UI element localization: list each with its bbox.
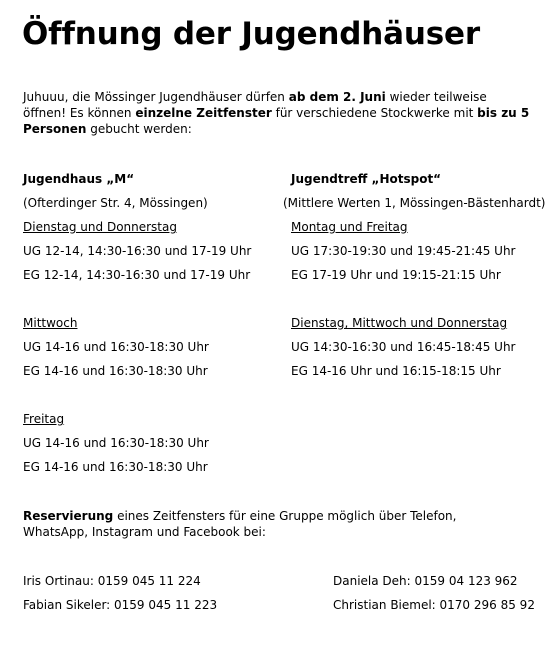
contact-entry: Daniela Deh: 0159 04 123 962: [333, 574, 518, 588]
left-hours-ug: UG 14-16 und 16:30-18:30 Uhr: [23, 436, 209, 450]
intro-timeslots: einzelne Zeitfenster: [135, 106, 272, 120]
intro-text-1: Juhuuu, die Mössinger Jugendhäuser dürfen: [23, 90, 289, 104]
left-hours-eg: EG 14-16 und 16:30-18:30 Uhr: [23, 460, 208, 474]
contact-entry: Christian Biemel: 0170 296 85 92: [333, 598, 535, 612]
reservation-text: eines Zeitfensters für eine Gruppe möglich über Telefon, WhatsApp, Instagram und Facebook bei:: [23, 509, 457, 539]
contact-entry: Iris Ortinau: 0159 045 11 224: [23, 574, 201, 588]
intro-text-2: wieder teilweise öffnen! Es können: [23, 90, 487, 120]
left-hours-eg: EG 12-14, 14:30-16:30 und 17-19 Uhr: [23, 268, 251, 282]
reservation-paragraph: [23, 508, 523, 540]
right-hours-eg: EG 17-19 Uhr und 19:15-21:15 Uhr: [291, 268, 501, 282]
intro-date: ab dem 2. Juni: [288, 90, 386, 104]
intro-text-3: für verschiedene Stockwerke mit: [271, 106, 478, 120]
left-day-heading: Dienstag und Donnerstag: [23, 220, 177, 234]
left-day-heading: Freitag: [23, 412, 65, 426]
intro-text-4: gebucht werden:: [86, 122, 192, 136]
left-hours-ug: UG 14-16 und 16:30-18:30 Uhr: [23, 340, 209, 354]
right-day-heading: Dienstag, Mittwoch und Donnerstag: [291, 316, 508, 330]
left-hours-eg: EG 14-16 und 16:30-18:30 Uhr: [23, 364, 208, 378]
right-hours-ug: UG 14:30-16:30 und 16:45-18:45 Uhr: [291, 340, 516, 354]
right-venue-address: (Mittlere Werten 1, Mössingen-Bästenhardt): [283, 196, 546, 210]
left-venue-name: Jugendhaus „M“: [23, 172, 135, 186]
left-hours-ug: UG 12-14, 14:30-16:30 und 17-19 Uhr: [23, 244, 252, 258]
right-day-heading: Montag und Freitag: [291, 220, 408, 234]
page-title: Öffnung der Jugendhäuser: [22, 16, 480, 52]
right-hours-eg: EG 14-16 Uhr und 16:15-18:15 Uhr: [291, 364, 501, 378]
contact-entry: Fabian Sikeler: 0159 045 11 223: [23, 598, 218, 612]
intro-persons: bis zu 5 Personen: [23, 106, 530, 136]
right-venue-name: Jugendtreff „Hotspot“: [291, 172, 442, 186]
reservation-label: Reservierung: [23, 509, 114, 523]
intro-paragraph: [23, 89, 533, 137]
left-venue-address: (Ofterdinger Str. 4, Mössingen): [23, 196, 208, 210]
right-hours-ug: UG 17:30-19:30 und 19:45-21:45 Uhr: [291, 244, 516, 258]
left-day-heading: Mittwoch: [23, 316, 78, 330]
